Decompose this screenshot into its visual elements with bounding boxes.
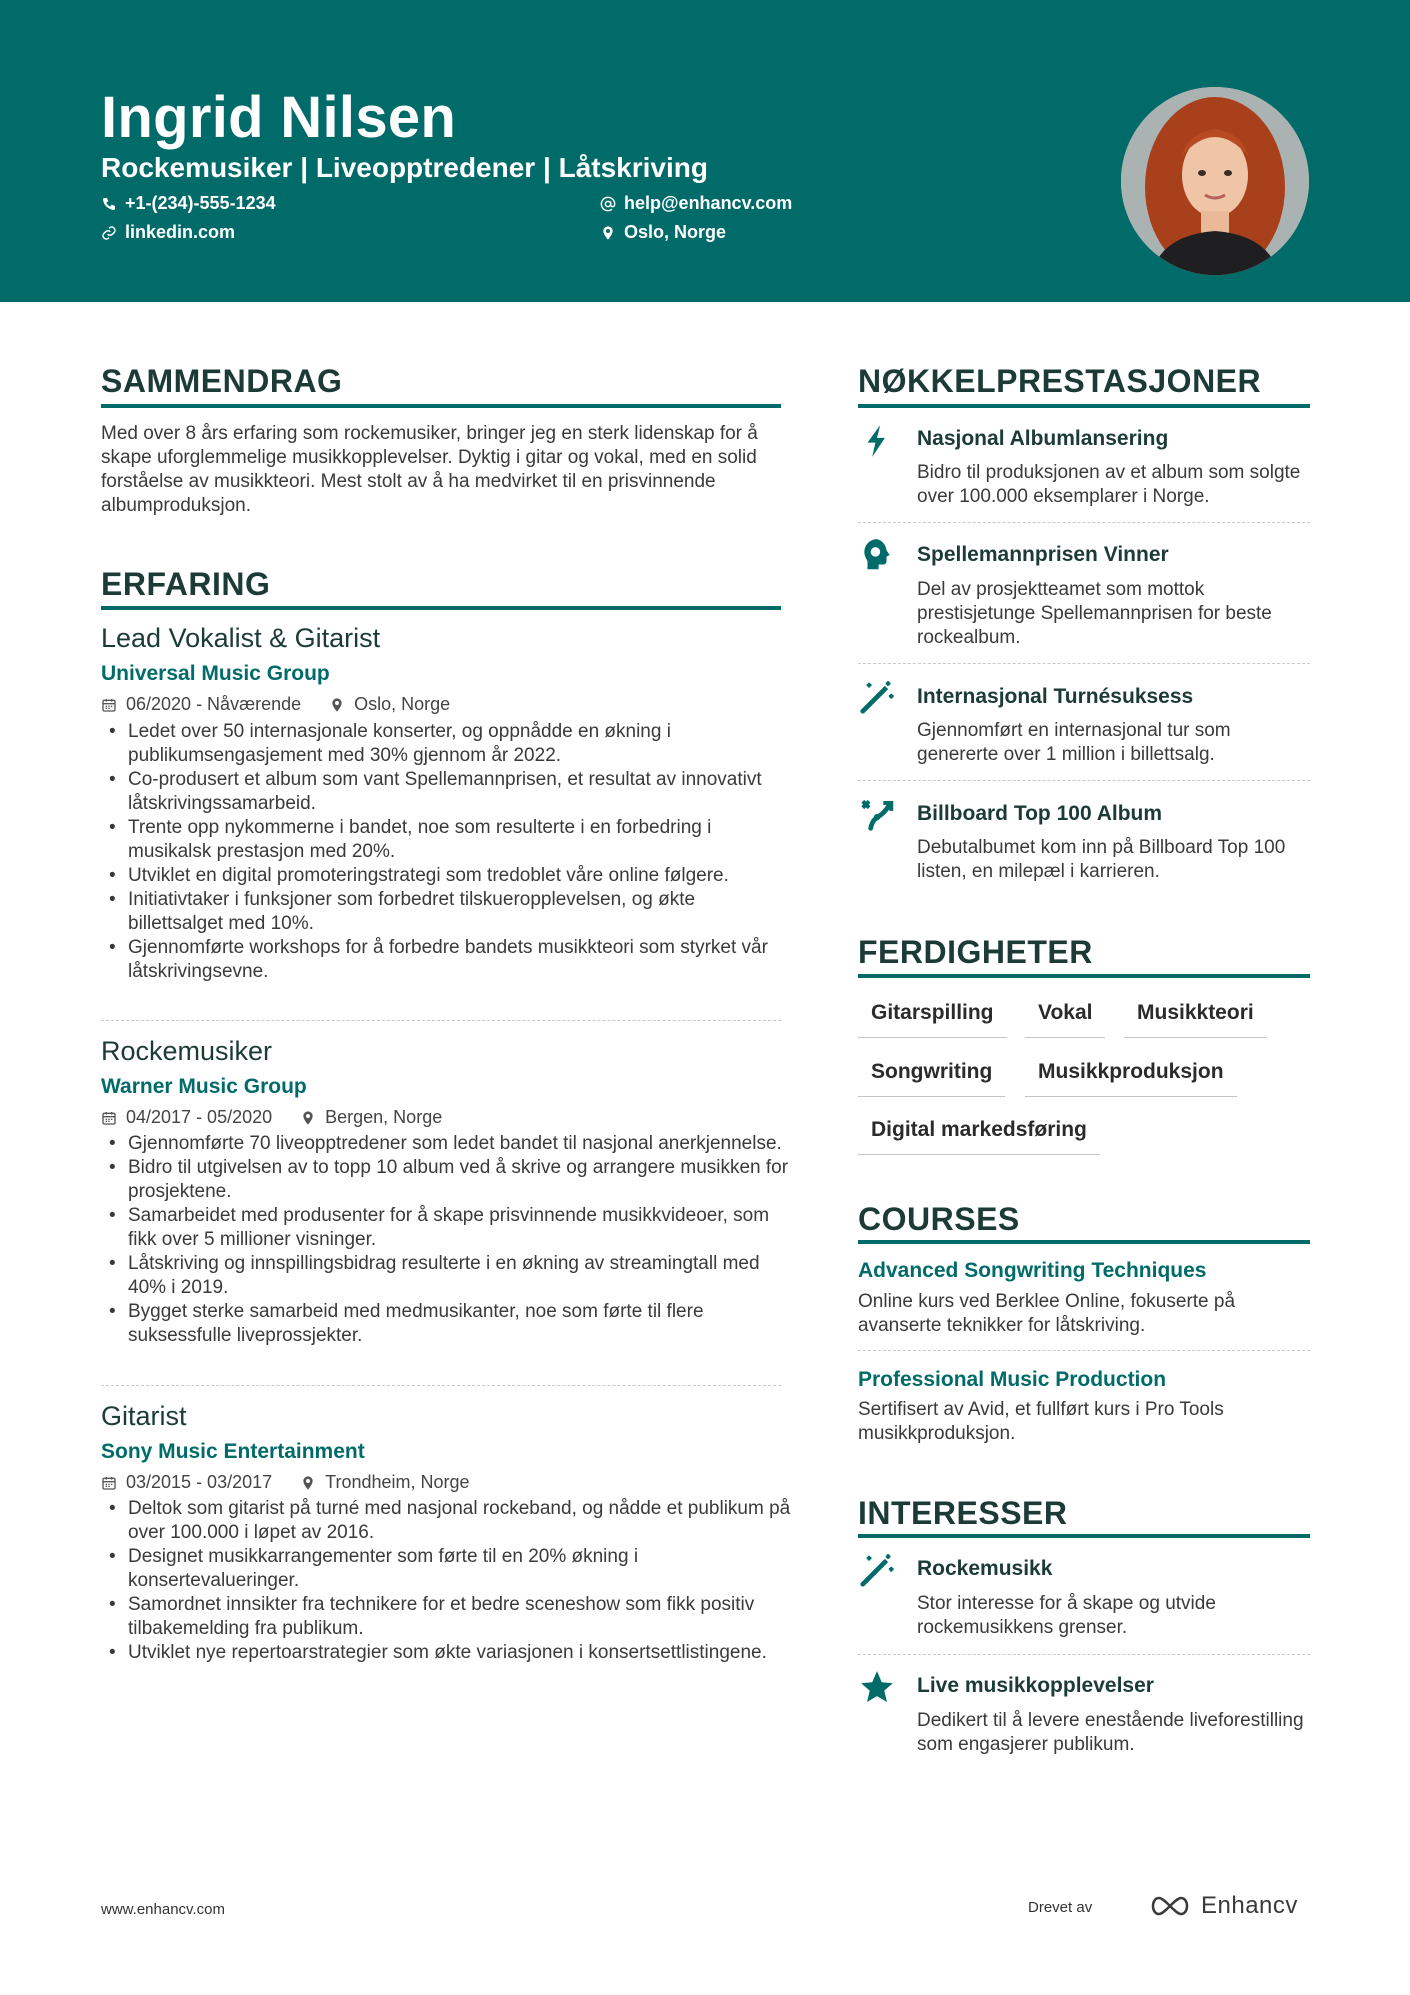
resume-header <box>0 0 1410 302</box>
achievement-desc: Gjennomført en internasjonal tur som genererte over 1 million i billettsalg. <box>917 720 1231 765</box>
job-bullet: • Deltok som gitarist på turné med nasjonal rockeband, og nådde et publikum på over 100.000 i løpet av 2016. <box>101 1497 791 1545</box>
interest-title: Live musikkopplevelser <box>917 1674 1154 1697</box>
divider <box>858 522 1310 523</box>
magic-wand-icon <box>858 678 896 716</box>
footer-url[interactable]: www.enhancv.com <box>101 1901 225 1918</box>
job-meta <box>101 1107 442 1128</box>
skill-tag: Digital markedsføring <box>858 1118 1100 1155</box>
divider <box>858 663 1310 664</box>
skill-tag: Musikkteori <box>1124 1001 1267 1038</box>
job-title: Gitarist <box>101 1401 187 1431</box>
candidate-tagline: Rockemusiker | Liveopptredener | Låtskriving <box>101 152 708 183</box>
divider <box>101 1385 781 1386</box>
interest-desc: Dedikert til å levere enestående liveforestilling som engasjerer publikum. <box>917 1710 1304 1755</box>
contact-email[interactable] <box>600 193 792 214</box>
divider <box>858 1654 1310 1655</box>
enhancv-logo[interactable] <box>1147 1892 1298 1920</box>
location-pin-icon <box>300 1475 316 1491</box>
achievement-title: Nasjonal Albumlansering <box>917 427 1169 450</box>
job-bullet: • Trente opp nykommerne i bandet, noe som resulterte i en forbedring i musikalsk prestasjon med 20%. <box>101 816 791 864</box>
contact-email-text: help@enhancv.com <box>624 193 793 213</box>
course-desc: Online kurs ved Berklee Online, fokuserte på avanserte teknikker for låtskriving. <box>858 1291 1236 1336</box>
skill-tag: Vokal <box>1025 1001 1105 1038</box>
location-pin-icon <box>300 1110 316 1126</box>
summary-text: Med over 8 års erfaring som rockemusiker, bringer jeg en sterk lidenskap for å skape uforglemmelige musikkopplevelser. Dyktig i gitar og vokal, med en solid forståelse av musikkteori. Mest stolt av å ha medvirket til en prisvinnende albumproduksjon. <box>101 423 758 516</box>
experience-rule <box>101 606 781 610</box>
job-location: Oslo, Norge <box>354 694 451 714</box>
skills-heading: FERDIGHETER <box>858 934 1093 970</box>
summary-heading: SAMMENDRAG <box>101 363 343 399</box>
interests-heading: INTERESSER <box>858 1495 1068 1531</box>
interest-title: Rockemusikk <box>917 1557 1053 1580</box>
divider <box>101 1020 781 1021</box>
job-bullet: • Samordnet innsikter fra technikere for et bedre sceneshow som fikk positiv tilbakemelding fra publikum. <box>101 1593 791 1641</box>
contact-phone-text: +1-(234)-555-1234 <box>125 193 276 213</box>
at-icon <box>600 196 616 212</box>
job-meta <box>101 1472 470 1493</box>
achievement-desc: Bidro til produksjonen av et album som solgte over 100.000 eksemplarer i Norge. <box>917 462 1301 507</box>
avatar <box>1121 87 1309 275</box>
portrait-photo <box>1121 87 1309 275</box>
candidate-name: Ingrid Nilsen <box>101 85 457 150</box>
job-company: Warner Music Group <box>101 1075 307 1098</box>
job-bullet: • Utviklet en digital promoteringstrategi som tredoblet våre online følgere. <box>101 864 791 888</box>
trend-icon <box>858 795 896 833</box>
job-bullet: • Gjennomførte 70 liveopptredener som ledet bandet til nasjonal anerkjennelse. <box>101 1132 791 1156</box>
contact-location <box>600 222 726 243</box>
divider <box>858 1350 1310 1351</box>
footer-powered-by: Drevet av <box>1028 1899 1093 1916</box>
achievement-desc: Debutalbumet kom inn på Billboard Top 100 listen, en milepæl i karrieren. <box>917 837 1286 882</box>
location-pin-icon <box>329 697 345 713</box>
job-title: Rockemusiker <box>101 1036 273 1066</box>
courses-heading: COURSES <box>858 1201 1020 1237</box>
calendar-icon <box>101 1110 117 1126</box>
skill-tag: Songwriting <box>858 1060 1005 1097</box>
achievements-heading: NØKKELPRESTASJONER <box>858 363 1262 399</box>
job-dates: 03/2015 - 03/2017 <box>126 1472 273 1492</box>
job-company: Sony Music Entertainment <box>101 1440 365 1463</box>
job-bullet: • Designet musikkarrangementer som førte til en 20% økning i konsertevalueringer. <box>101 1545 791 1593</box>
job-bullet: • Initiativtaker i funksjoner som forbedret tilskueropplevelsen, og økte billettsalget med 10%. <box>101 888 791 936</box>
contact-linkedin-text: linkedin.com <box>125 222 236 242</box>
job-bullet: • Bidro til utgivelsen av to topp 10 album ved å skrive og arrangere musikken for prosjektene. <box>101 1156 791 1204</box>
interests-rule <box>858 1534 1310 1538</box>
job-bullet: • Bygget sterke samarbeid med medmusikanter, noe som førte til flere suksessfulle liveprossjekter. <box>101 1300 791 1348</box>
calendar-icon <box>101 1475 117 1491</box>
footer-brand: Enhancv <box>1201 1892 1298 1919</box>
job-location: Trondheim, Norge <box>325 1472 470 1492</box>
skills-rule <box>858 974 1310 978</box>
job-bullet: • Gjennomførte workshops for å forbedre bandets musikkteori som styrket vår låtskrivingsevne. <box>101 936 791 984</box>
experience-heading: ERFARING <box>101 566 271 602</box>
course-title: Professional Music Production <box>858 1368 1167 1391</box>
job-bullet: • Ledet over 50 internasjonale konserter, og oppnådde en økning i publikumsengasjement med 30% gjennom år 2022. <box>101 720 791 768</box>
job-title: Lead Vokalist & Gitarist <box>101 623 381 653</box>
achievement-title: Billboard Top 100 Album <box>917 802 1163 825</box>
job-bullet: • Samarbeidet med produsenter for å skape prisvinnende musikkvideoer, som fikk over 5 millioner visninger. <box>101 1204 791 1252</box>
course-title: Advanced Songwriting Techniques <box>858 1259 1207 1282</box>
job-meta <box>101 694 450 715</box>
contact-location-text: Oslo, Norge <box>624 222 727 242</box>
achievement-title: Internasjonal Turnésuksess <box>917 685 1194 708</box>
phone-icon <box>101 196 117 212</box>
calendar-icon <box>101 697 117 713</box>
summary-rule <box>101 404 781 408</box>
job-dates: 06/2020 - Nåværende <box>126 694 302 714</box>
job-company: Universal Music Group <box>101 662 330 685</box>
job-bullet: • Co-produsert et album som vant Spellemannprisen, et resultat av innovativt låtskrivingssamarbeid. <box>101 768 791 816</box>
course-desc: Sertifisert av Avid, et fullført kurs i Pro Tools musikkproduksjon. <box>858 1399 1224 1444</box>
achievements-rule <box>858 404 1310 408</box>
job-location: Bergen, Norge <box>325 1107 443 1127</box>
star-icon <box>858 1668 896 1706</box>
job-dates: 04/2017 - 05/2020 <box>126 1107 273 1127</box>
infinity-logo-icon <box>1147 1893 1193 1919</box>
head-icon <box>858 536 896 574</box>
magic-wand-icon <box>858 1551 896 1589</box>
skill-tag: Musikkproduksjon <box>1025 1060 1237 1097</box>
contact-linkedin[interactable] <box>101 222 235 243</box>
achievement-desc: Del av prosjektteamet som mottok prestisjetunge Spellemannprisen for beste rockealbum. <box>917 579 1272 648</box>
achievement-title: Spellemannprisen Vinner <box>917 543 1169 566</box>
courses-rule <box>858 1240 1310 1244</box>
contact-phone[interactable] <box>101 193 276 214</box>
job-bullets <box>101 1132 791 1348</box>
job-bullets <box>101 1497 791 1665</box>
interest-desc: Stor interesse for å skape og utvide rockemusikkens grenser. <box>917 1593 1216 1638</box>
job-bullets <box>101 720 791 984</box>
bolt-icon <box>858 422 896 460</box>
job-bullet: • Utviklet nye repertoarstrategier som økte variasjonen i konsertsettlistingene. <box>101 1641 791 1665</box>
link-icon <box>101 225 117 241</box>
location-pin-icon <box>600 225 616 241</box>
job-bullet: • Låtskriving og innspillingsbidrag resulterte i en økning av streamingtall med 40% i 2019. <box>101 1252 791 1300</box>
skill-tag: Gitarspilling <box>858 1001 1007 1038</box>
divider <box>858 780 1310 781</box>
